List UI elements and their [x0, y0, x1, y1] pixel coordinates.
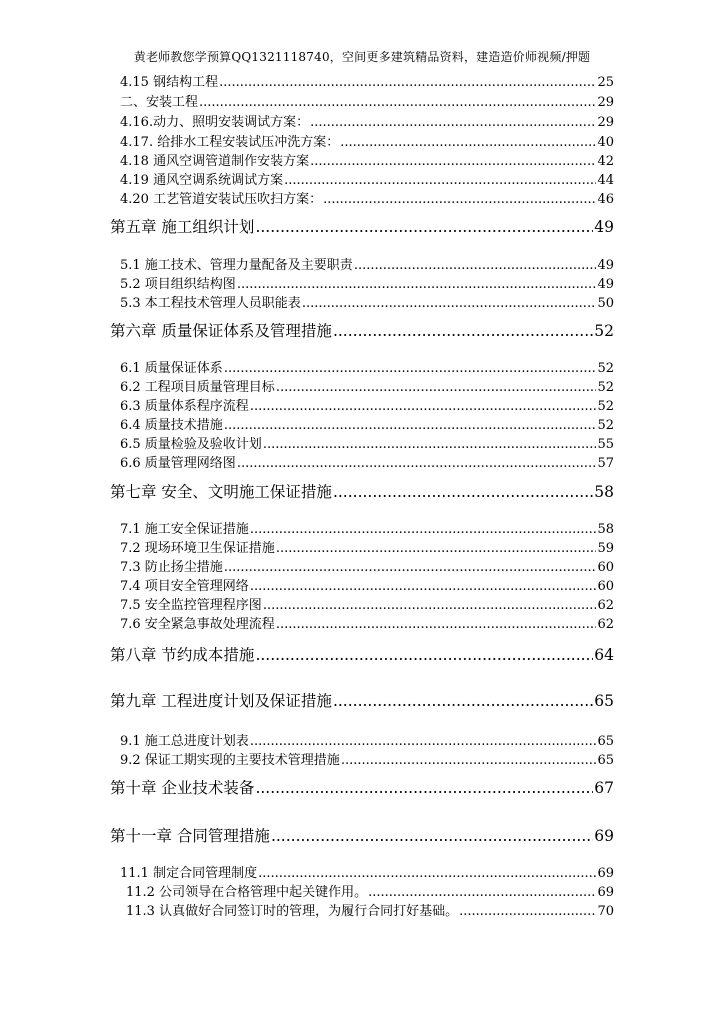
- toc-entry-page: 49: [594, 218, 614, 236]
- toc-entry-title: 7.3 防止扬尘措施: [120, 560, 223, 575]
- toc-entry-page: 52: [597, 399, 614, 414]
- toc-entry-page: 49: [597, 258, 614, 273]
- toc-chapter-11[interactable]: [110, 825, 614, 847]
- toc-entry-page: 42: [597, 154, 614, 169]
- toc-entry-page: 52: [597, 418, 614, 433]
- toc-entry-title: 6.2 工程项目质量管理目标: [120, 380, 275, 395]
- toc-entry-4-20[interactable]: [120, 191, 614, 209]
- toc-entry-title: 11.3 认真做好合同签订时的管理，为履行合同打好基础。: [126, 904, 459, 919]
- dot-leader: [341, 752, 597, 770]
- toc-entry-title: 第七章 安全、文明施工保证措施: [110, 483, 332, 501]
- toc-entry-9-1[interactable]: [120, 733, 614, 751]
- toc-entry-7-3[interactable]: [120, 559, 614, 577]
- toc-chapter-6[interactable]: [110, 320, 614, 342]
- toc-entry-title: 4.18 通风空调管道制作安装方案: [120, 154, 310, 169]
- toc-entry-title: 第九章 工程进度计划及保证措施: [110, 692, 332, 710]
- toc-entry-title: 6.5 质量检验及验收计划: [120, 437, 262, 452]
- dot-leader: [333, 690, 593, 712]
- toc-entry-page: 69: [597, 885, 614, 900]
- toc-entry-title: 4.15 钢结构工程: [120, 75, 219, 90]
- toc-entry-title: 5.2 项目组织结构图: [120, 277, 236, 292]
- toc-entry-page: 69: [594, 827, 614, 845]
- toc-chapter-5[interactable]: [110, 216, 614, 238]
- dot-leader: [340, 134, 596, 152]
- toc-entry-4-16[interactable]: [120, 114, 614, 132]
- toc-entry-6-5[interactable]: [120, 436, 614, 454]
- toc-entry-4-18[interactable]: [120, 153, 614, 171]
- toc-entry-title: 7.6 安全紧急事故处理流程: [120, 617, 275, 632]
- toc-entry-5-2[interactable]: [120, 276, 614, 294]
- dot-leader: [459, 903, 596, 921]
- dot-leader: [250, 398, 597, 416]
- toc-entry-7-2[interactable]: [120, 540, 614, 558]
- dot-leader: [310, 153, 596, 171]
- dot-leader: [276, 616, 597, 634]
- toc-entry-page: 58: [594, 483, 614, 501]
- dot-leader: [323, 191, 596, 209]
- dot-leader: [255, 216, 593, 238]
- dot-leader: [302, 295, 597, 313]
- dot-leader: [333, 320, 593, 342]
- toc-entry-title: 4.17. 给排水工程安装试压冲洗方案：: [120, 135, 340, 150]
- toc-entry-page: 40: [597, 135, 614, 150]
- toc-entry-6-4[interactable]: [120, 417, 614, 435]
- toc-entry-page: 29: [597, 115, 614, 130]
- dot-leader: [276, 379, 597, 397]
- dot-leader: [284, 172, 596, 190]
- toc-entry-6-3[interactable]: [120, 398, 614, 416]
- toc-entry-7-6[interactable]: [120, 616, 614, 634]
- toc-entry-title: 6.3 质量体系程序流程: [120, 399, 249, 414]
- toc-entry-page: 67: [594, 779, 614, 797]
- toc-entry-title: 6.1 质量保证体系: [120, 361, 223, 376]
- toc-entry-page: 49: [597, 277, 614, 292]
- toc-entry-page: 46: [597, 192, 614, 207]
- dot-leader: [255, 644, 593, 666]
- toc-entry-page: 52: [597, 361, 614, 376]
- toc-entry-6-2[interactable]: [120, 379, 614, 397]
- dot-leader: [237, 276, 597, 294]
- toc-entry-title: 5.3 本工程技术管理人员职能表: [120, 296, 301, 311]
- dot-leader: [263, 436, 597, 454]
- toc-entry-page: 58: [597, 522, 614, 537]
- dot-leader: [276, 540, 597, 558]
- toc-entry-title: 7.2 现场环境卫生保证措施: [120, 541, 275, 556]
- toc-entry-title: 4.20 工艺管道安装试压吹扫方案：: [120, 192, 323, 207]
- dot-leader: [219, 74, 596, 92]
- toc-entry-title: 第六章 质量保证体系及管理措施: [110, 322, 332, 340]
- toc-entry-page: 52: [597, 380, 614, 395]
- toc-entry-title: 9.1 施工总进度计划表: [120, 734, 249, 749]
- dot-leader: [199, 94, 596, 112]
- toc-entry-title: 二、安装工程: [120, 95, 199, 110]
- toc-entry-title: 11.2 公司领导在合格管理中起关键作用。: [126, 885, 368, 900]
- toc-entry-page: 65: [597, 734, 614, 749]
- dot-leader: [354, 257, 597, 275]
- toc-entry-11-1[interactable]: [120, 865, 614, 883]
- toc-chapter-7[interactable]: [110, 481, 614, 503]
- toc-entry-title: 5.1 施工技术、管理力量配备及主要职责: [120, 258, 353, 273]
- toc-entry-title: 第五章 施工组织计划: [110, 218, 255, 236]
- dot-leader: [250, 521, 597, 539]
- toc-chapter-10[interactable]: [110, 777, 614, 799]
- dot-leader: [271, 825, 593, 847]
- dot-leader: [258, 865, 596, 883]
- toc-entry-page: 44: [597, 173, 614, 188]
- dot-leader: [263, 597, 597, 615]
- toc-entry-4-17[interactable]: [120, 134, 614, 152]
- toc-entry-11-3[interactable]: [126, 903, 614, 921]
- toc-entry-page: 59: [597, 541, 614, 556]
- toc-entry-4-15[interactable]: [120, 74, 614, 92]
- toc-entry-7-4[interactable]: [120, 578, 614, 596]
- toc-entry-5-3[interactable]: [120, 295, 614, 313]
- toc-entry-title: 第八章 节约成本措施: [110, 646, 255, 664]
- toc-entry-5-1[interactable]: [120, 257, 614, 275]
- toc-entry-6-1[interactable]: [120, 360, 614, 378]
- dot-leader: [224, 360, 597, 378]
- toc-entry-title: 7.5 安全监控管理程序图: [120, 598, 262, 613]
- toc-entry-page: 69: [597, 866, 614, 881]
- toc-entry-title: 11.1 制定合同管理制度: [120, 866, 258, 881]
- toc-entry-page: 55: [597, 437, 614, 452]
- toc-entry-page: 60: [597, 560, 614, 575]
- toc-entry-4-19[interactable]: [120, 172, 614, 190]
- dot-leader: [224, 559, 597, 577]
- toc-chapter-9[interactable]: [110, 690, 614, 712]
- toc-entry-title: 4.16.动力、照明安装调试方案：: [120, 115, 310, 130]
- toc-entry-page: 70: [597, 904, 614, 919]
- toc-entry-page: 25: [597, 75, 614, 90]
- toc-entry-title: 7.1 施工安全保证措施: [120, 522, 249, 537]
- dot-leader: [224, 417, 597, 435]
- toc-entry-11-2[interactable]: [126, 884, 614, 902]
- toc-entry-page: 62: [597, 598, 614, 613]
- toc-entry-title: 6.6 质量管理网络图: [120, 456, 236, 471]
- dot-leader: [368, 884, 596, 902]
- toc-entry-title: 第十章 企业技术装备: [110, 779, 255, 797]
- toc-entry-6-6[interactable]: [120, 455, 614, 473]
- toc-entry-7-1[interactable]: [120, 521, 614, 539]
- dot-leader: [250, 733, 597, 751]
- dot-leader: [237, 455, 597, 473]
- page-header: 黄老师教您学预算QQ1321118740，空间更多建筑精品资料，建造造价师视频/押题: [133, 50, 591, 64]
- toc-entry-title: 9.2 保证工期实现的主要技术管理措施: [120, 753, 340, 768]
- dot-leader: [310, 114, 596, 132]
- toc-entry-page: 50: [597, 296, 614, 311]
- dot-leader: [250, 578, 597, 596]
- toc-entry-9-2[interactable]: [120, 752, 614, 770]
- toc-entry-title: 7.4 项目安全管理网络: [120, 579, 249, 594]
- toc-entry-page: 65: [597, 753, 614, 768]
- toc-entry-install[interactable]: [120, 94, 614, 112]
- toc-entry-page: 62: [597, 617, 614, 632]
- toc-entry-page: 60: [597, 579, 614, 594]
- dot-leader: [255, 777, 593, 799]
- toc-entry-page: 64: [594, 646, 614, 664]
- toc-entry-title: 第十一章 合同管理措施: [110, 827, 270, 845]
- toc-entry-page: 29: [597, 95, 614, 110]
- toc-entry-title: 6.4 质量技术措施: [120, 418, 223, 433]
- toc-entry-page: 52: [594, 322, 614, 340]
- toc-entry-7-5[interactable]: [120, 597, 614, 615]
- toc-entry-page: 65: [594, 692, 614, 710]
- dot-leader: [333, 481, 593, 503]
- toc-entry-page: 57: [597, 456, 614, 471]
- toc-chapter-8[interactable]: [110, 644, 614, 666]
- toc-entry-title: 4.19 通风空调系统调试方案: [120, 173, 284, 188]
